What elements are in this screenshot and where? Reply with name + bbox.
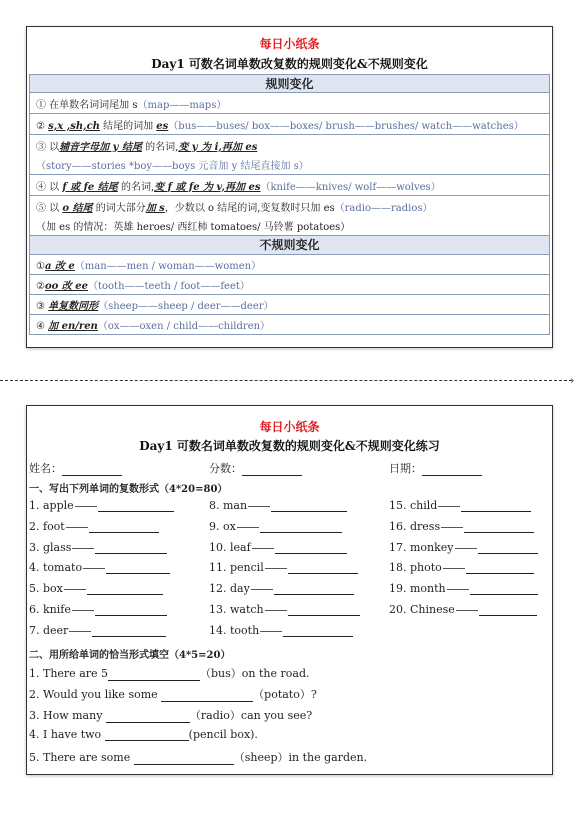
word-item[interactable]: 13. watch (209, 603, 360, 616)
word-item[interactable]: 4. tomato (29, 561, 170, 574)
date-field[interactable]: 日期： (389, 460, 482, 476)
card2-title: Day1 可数名词单数改复数的规则变化&不规则变化练习 (139, 439, 440, 453)
fill-item[interactable]: 5. There are some （sheep）in the garden. (29, 751, 368, 764)
word-item[interactable]: 12. day (209, 582, 354, 595)
section1-title: 一、写出下列单词的复数形式（4*20=80） (29, 484, 228, 495)
rules-table (29, 74, 550, 335)
word-item[interactable]: 10. leaf (209, 541, 347, 554)
word-item[interactable]: 11. pencil (209, 561, 358, 574)
arrow-right-icon: › (570, 374, 575, 387)
rule-row: ① 在单数名词词尾加 s（map——maps） (29, 93, 550, 114)
rule-row: ② s,x ,sh,ch 结尾的词加 es（bus——buses/ box——boxes/ brush——brushes/ watch——watches） (29, 114, 550, 135)
section2-title: 二、用所给单词的恰当形式填空（4*5=20） (29, 650, 231, 661)
rule-row: ④ 以 f 或 fe 结尾 的名词,变 f 或 fe 为 v,再加 es（knife——knives/ wolf——wolves） (29, 175, 550, 196)
word-item[interactable]: 14. tooth (209, 624, 353, 637)
fill-item[interactable]: 4. I have two (pencil box). (29, 728, 258, 741)
word-item[interactable]: 20. Chinese (389, 603, 537, 616)
fill-item[interactable]: 3. How many （radio）can you see? (29, 709, 313, 722)
card2-red-title: 每日小纸条 (259, 420, 320, 434)
irregular-row: ③ 单复数同形（sheep——sheep / deer——deer） (29, 295, 550, 315)
name-field[interactable]: 姓名： (29, 460, 122, 476)
word-item[interactable]: 5. box (29, 582, 163, 595)
rule-row: ③ 以辅音字母加 y 结尾 的名词,变 y 为 i,再加 es （story——stories *boy——boys 元音加 y 结尾直接加 s） (29, 135, 550, 175)
word-item[interactable]: 8. man (209, 499, 347, 512)
irregular-row: ②oo 改 ee（tooth——teeth / foot——feet） (29, 275, 550, 295)
word-item[interactable]: 2. foot (29, 520, 159, 533)
word-item[interactable]: 16. dress (389, 520, 534, 533)
rule-row: ⑤ 以 o 结尾 的词大部分加 s，少数以 o 结尾的词,变复数时只加 es（radio——radios） （加 es 的情况：英雄 heroes/ 西红柿 tomatoes/ 马铃薯 potatoes） (29, 196, 550, 236)
irregular-row: ④ 加 en/ren（ox——oxen / child——children） (29, 315, 550, 335)
fill-item[interactable]: 2. Would you like some （potato）? (29, 688, 317, 701)
card1-title: Day1 可数名词单数改复数的规则变化&不规则变化 (151, 57, 428, 71)
score-field[interactable]: 分数： (209, 460, 302, 476)
exercise-card (26, 405, 553, 775)
word-item[interactable]: 15. child (389, 499, 531, 512)
word-item[interactable]: 6. knife (29, 603, 167, 616)
word-item[interactable]: 17. monkey (389, 541, 538, 554)
cut-line (0, 380, 572, 381)
word-item[interactable]: 1. apple (29, 499, 174, 512)
irregular-row: ①a 改 e（man——men / woman——women） (29, 255, 550, 275)
rules-card (26, 26, 553, 348)
word-item[interactable]: 3. glass (29, 541, 167, 554)
card1-red-title: 每日小纸条 (259, 37, 320, 51)
word-item[interactable]: 7. deer (29, 624, 166, 637)
regular-header: 规则变化 (29, 74, 550, 93)
word-item[interactable]: 18. photo (389, 561, 534, 574)
word-item[interactable]: 19. month (389, 582, 538, 595)
word-item[interactable]: 9. ox (209, 520, 342, 533)
irregular-header: 不规则变化 (29, 236, 550, 255)
fill-item[interactable]: 1. There are 5 （bus）on the road. (29, 667, 310, 680)
